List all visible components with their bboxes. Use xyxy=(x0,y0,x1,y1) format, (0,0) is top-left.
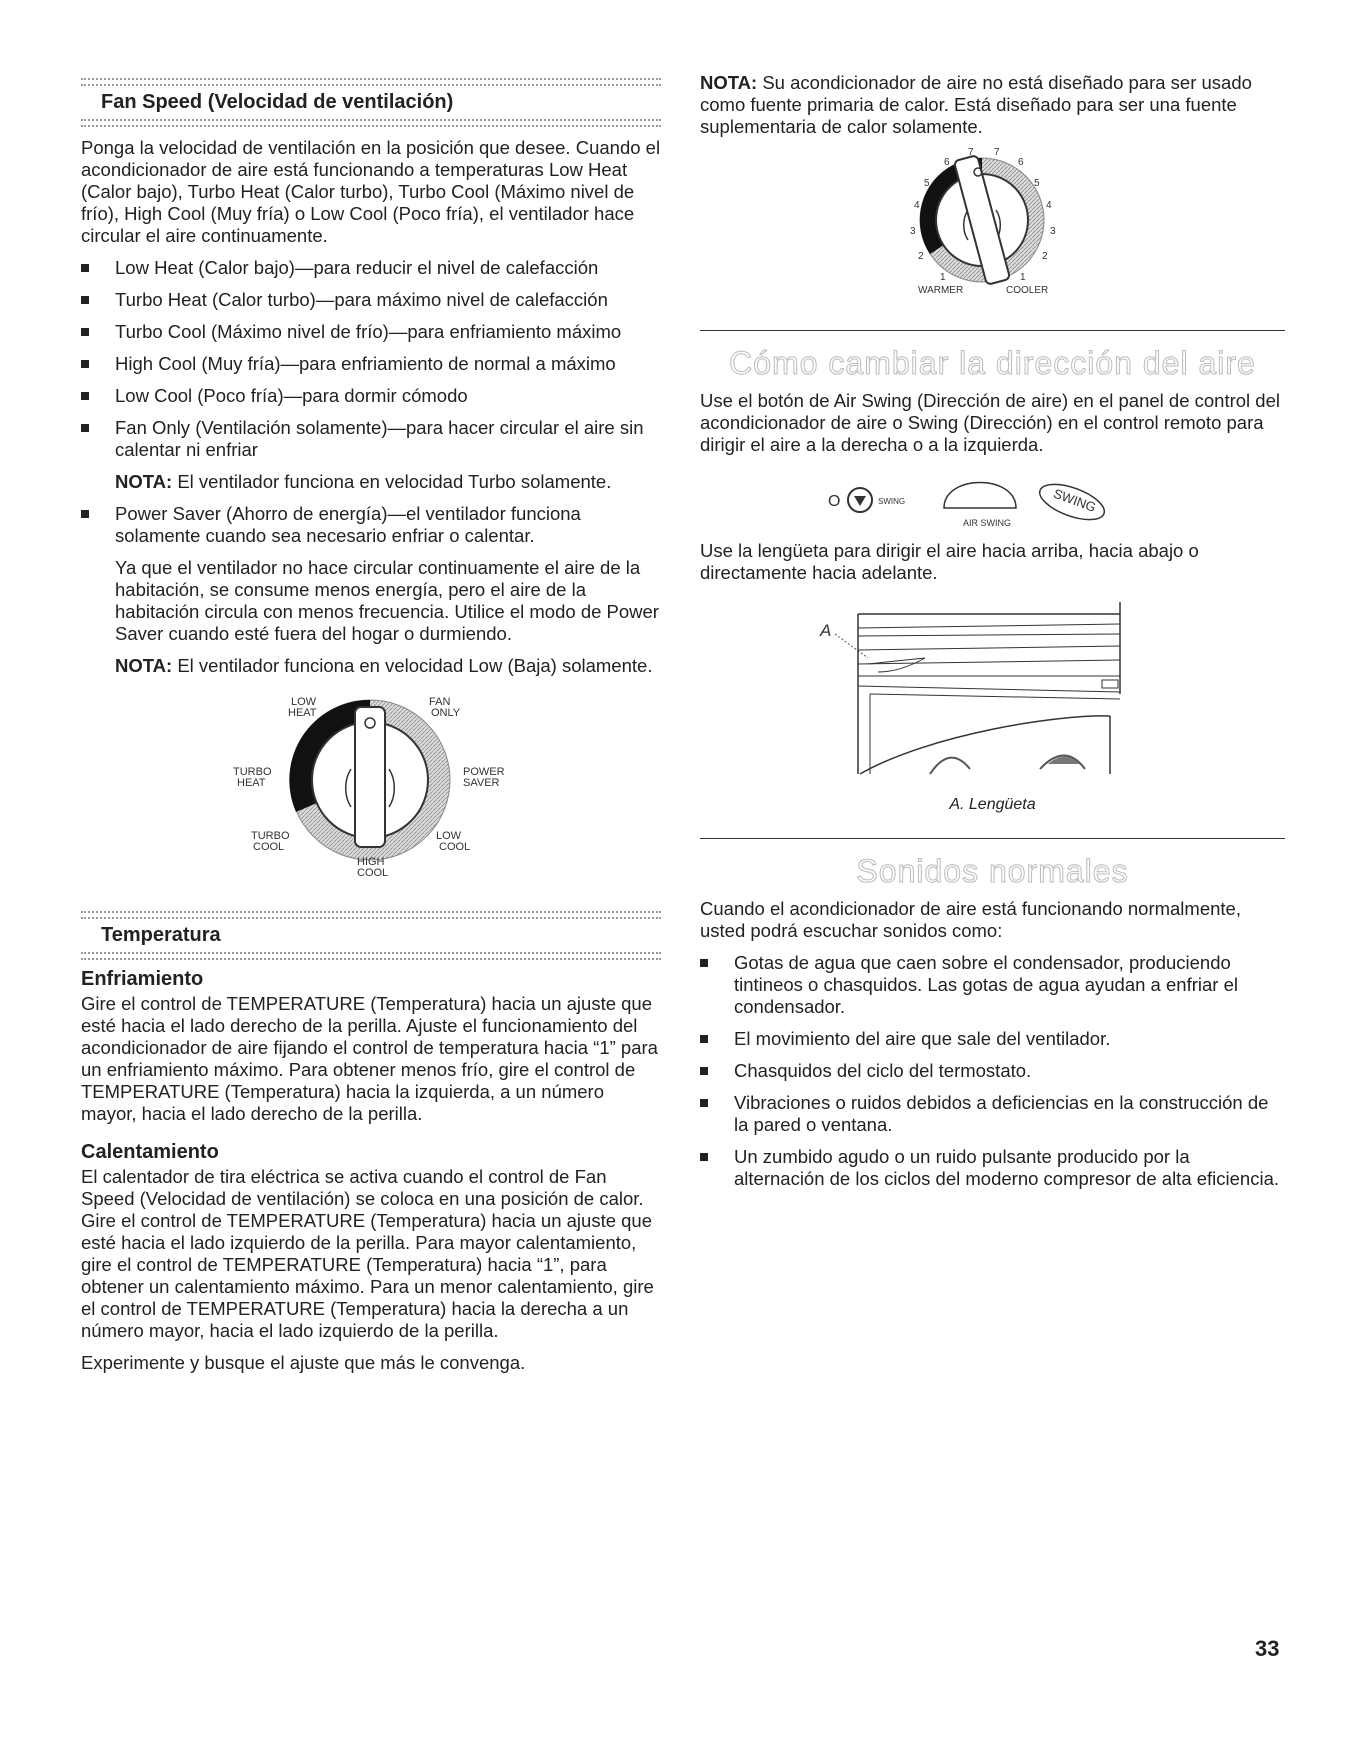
bullet-icon xyxy=(81,328,89,336)
cooling-heading: Enfriamiento xyxy=(81,968,204,990)
bullet-icon xyxy=(81,424,89,432)
temperature-dial xyxy=(700,142,1285,322)
dial-label: 7 xyxy=(994,147,1000,158)
temperature-heading: Temperatura xyxy=(101,924,221,946)
dial-label: 4 xyxy=(1046,200,1052,211)
air-direction-title: Cómo cambiar la dirección del aire xyxy=(729,345,1256,381)
bullet-icon xyxy=(700,1067,708,1075)
dial-label: COOL xyxy=(439,841,471,853)
dial-label: COOL xyxy=(253,841,285,853)
bullet-icon xyxy=(700,959,708,967)
normal-sounds-intro: Cuando el acondicionador de aire está funcionando normalmente, usted podrá escuchar sonidos como: xyxy=(700,898,1241,941)
divider xyxy=(81,952,661,960)
fan-speed-heading: Fan Speed (Velocidad de ventilación) xyxy=(101,91,454,113)
dial-label: 7 xyxy=(968,147,974,158)
dial-label: LOW xyxy=(291,696,317,708)
bullet-icon xyxy=(700,1035,708,1043)
dial-label: COOL xyxy=(357,867,389,879)
list-item: Turbo Cool (Máximo nivel de frío)—para enfriamiento máximo xyxy=(81,321,661,343)
dial-label: 5 xyxy=(1034,178,1040,189)
heating-heading: Calentamiento xyxy=(81,1141,219,1163)
bullet-icon xyxy=(81,296,89,304)
left-column xyxy=(81,78,661,1374)
air-direction-paragraph: Use el botón de Air Swing (Dirección de aire) en el panel de control del acondicionador de aire o Swing (Dirección) en el control remoto para dirigir el aire a la derecha o a la izquierda. xyxy=(700,390,1280,455)
list-item: Vibraciones o ruidos debidos a deficiencias en la construcción de la pared o ventana. xyxy=(700,1092,1285,1136)
dial-label: 2 xyxy=(918,251,924,262)
section-divider xyxy=(700,330,1285,331)
dial-label: HEAT xyxy=(237,777,266,789)
dial-label: HIGH xyxy=(357,856,385,868)
dial-label: 4 xyxy=(914,200,920,211)
swing-label: SWING xyxy=(878,497,906,506)
cooling-paragraph: Gire el control de TEMPERATURE (Temperatura) hacia un ajuste que esté hacia el lado derecho de la perilla. Ajuste el funcionamiento del acondicionador de aire fijando el control de temperatura hacia “1” para un enfriamiento máximo. Para obtener menos frío, gire el control de TEMPERATURE (Temperatura) hacia la izquierda, a un número mayor, hacia el lado derecho de la perilla. xyxy=(81,993,658,1124)
fan-speed-intro: Ponga la velocidad de ventilación en la posición que desee. Cuando el acondicionador de aire está funcionando a temperaturas Low Heat (Calor bajo), Turbo Heat (Calor turbo), Turbo Cool (Máximo nivel de frío), High Cool (Muy fría) o Low Cool (Poco fría), el ventilador hace circular el aire continuamente. xyxy=(81,137,661,246)
bullet-icon xyxy=(81,392,89,400)
list-item: El movimiento del aire que sale del ventilador. xyxy=(700,1028,1285,1050)
louver-caption: A. Lengüeta xyxy=(949,796,1036,813)
dial-label: HEAT xyxy=(288,707,317,719)
louver-illustration xyxy=(700,594,1285,794)
fan-speed-list xyxy=(81,257,661,461)
dial-label: WARMER xyxy=(918,285,964,296)
dial-label: ONLY xyxy=(431,707,461,719)
dial-label: TURBO xyxy=(251,830,290,842)
list-item: Chasquidos del ciclo del termostato. xyxy=(700,1060,1285,1082)
swing-stylized-label: SWING xyxy=(1051,485,1099,515)
swing-buttons-illustration xyxy=(700,464,1285,536)
note-low: NOTA: El ventilador funciona en velocidad Low (Baja) solamente. xyxy=(115,655,653,676)
list-item: High Cool (Muy fría)—para enfriamiento de normal a máximo xyxy=(81,353,661,375)
note-turbo: NOTA: El ventilador funciona en velocidad Turbo solamente. xyxy=(115,471,612,492)
section-divider xyxy=(700,838,1285,839)
dial-label: 3 xyxy=(910,226,916,237)
air-swing-button xyxy=(944,483,1016,509)
dial-label: 1 xyxy=(1020,272,1026,283)
louver-paragraph: Use la lengüeta para dirigir el aire hacia arriba, hacia abajo o directamente hacia adelante. xyxy=(700,540,1199,583)
dial-label: TURBO xyxy=(233,766,272,778)
dial-label: 5 xyxy=(924,178,930,189)
divider xyxy=(81,78,661,86)
dial-label: SAVER xyxy=(463,777,500,789)
divider xyxy=(81,119,661,127)
bullet-icon xyxy=(81,264,89,272)
louver-marker: A xyxy=(820,621,832,640)
list-item: Power Saver (Ahorro de energía)—el ventilador funciona solamente cuando sea necesario enfriar o calentar. xyxy=(81,503,661,547)
dial-label: COOLER xyxy=(1006,285,1049,296)
dial-label: LOW xyxy=(436,830,462,842)
power-saver-list xyxy=(81,503,661,547)
right-column xyxy=(700,72,1285,1190)
normal-sounds-title: Sonidos normales xyxy=(856,853,1129,889)
dial-label: 1 xyxy=(940,272,946,283)
dial-label: 3 xyxy=(1050,226,1056,237)
power-saver-paragraph: Ya que el ventilador no hace circular continuamente el aire de la habitación, se consume menos energía, pero el aire de la habitación circula con menos frecuencia. Utilice el modo de Power Saver cuando esté fuera del hogar o durmiendo. xyxy=(115,557,659,644)
heat-note: NOTA: Su acondicionador de aire no está diseñado para ser usado como fuente primaria de calor. Está diseñado para ser una fuente suplementaria de calor solamente. xyxy=(700,72,1252,137)
dial-label: 6 xyxy=(1018,157,1024,168)
bullet-icon xyxy=(81,510,89,518)
bullet-icon xyxy=(700,1099,708,1107)
divider xyxy=(81,911,661,919)
dial-label: POWER xyxy=(463,766,505,778)
bullet-icon xyxy=(81,360,89,368)
bullet-icon xyxy=(700,1153,708,1161)
normal-sounds-list xyxy=(700,952,1285,1190)
list-item: Turbo Heat (Calor turbo)—para máximo nivel de calefacción xyxy=(81,289,661,311)
list-item: Fan Only (Ventilación solamente)—para hacer circular el aire sin calentar ni enfriar xyxy=(81,417,661,461)
heating-paragraph: El calentador de tira eléctrica se activa cuando el control de Fan Speed (Velocidad de ventilación) se coloca en una posición de calor. Gire el control de TEMPERATURE (Temperatura) hacia un ajuste que esté hacia el lado izquierdo de la perilla. Para mayor calentamiento, gire el control de TEMPERATURE (Temperatura) hacia “1”, para obtener un calentamiento máximo. Para un menor calentamiento, gire el control de TEMPERATURE (Temperatura) hacia la derecha a un número mayor, hacia el lado izquierdo de la perilla. xyxy=(81,1166,654,1341)
experiment-paragraph: Experimente y busque el ajuste que más le convenga. xyxy=(81,1352,526,1373)
air-swing-label: AIR SWING xyxy=(963,518,1012,528)
dial-label: FAN xyxy=(429,696,451,708)
fan-speed-dial xyxy=(81,687,661,887)
dial-label: 2 xyxy=(1042,251,1048,262)
list-item: Gotas de agua que caen sobre el condensador, produciendo tintineos o chasquidos. Las gotas de agua ayudan a enfriar el condensador. xyxy=(700,952,1285,1018)
dial-label: 6 xyxy=(944,157,950,168)
o-icon: O xyxy=(828,493,841,510)
list-item: Low Cool (Poco fría)—para dormir cómodo xyxy=(81,385,661,407)
page-number: 33 xyxy=(1255,1636,1280,1661)
list-item: Low Heat (Calor bajo)—para reducir el nivel de calefacción xyxy=(81,257,661,279)
list-item: Un zumbido agudo o un ruido pulsante producido por la alternación de los ciclos del moderno compresor de alta eficiencia. xyxy=(700,1146,1285,1190)
